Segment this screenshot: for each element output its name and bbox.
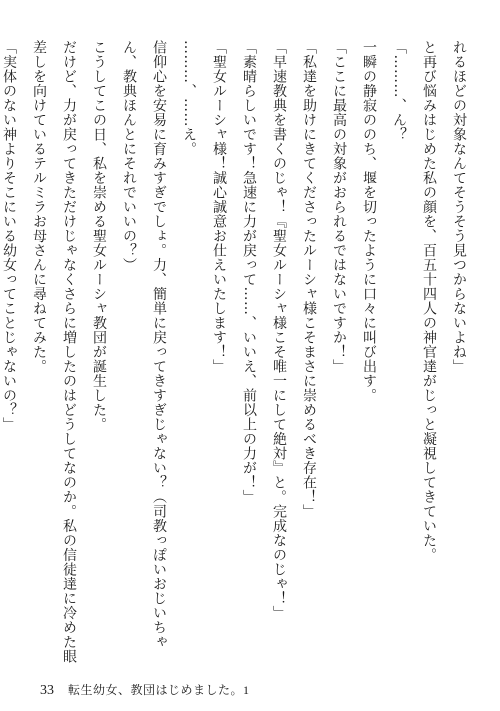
text-line-11: 信仰心を安易に育みすぎでしょ。力、簡単に戻ってきすぎじゃない？（司教っぽいおじいちゃ (151, 40, 167, 649)
page-number: 33 (40, 683, 54, 698)
text-line-1: れるほどの対象なんてそうそう見つからないよね」 (451, 40, 467, 374)
text-line-12: ん、教典ほんとにそれでいいの？） (121, 40, 137, 272)
text-line-7: 「早速教典を書くのじゃ！『聖女ルーシャ様こそ唯一にして絶対』と。完成なのじゃ！」 (271, 40, 287, 620)
text-line-5: 「ここに最高の対象がおられるではないですか！」 (331, 40, 347, 374)
vertical-body-text (1, 40, 474, 664)
text-line-16: 「実体のない神よりそこにいる幼女ってことじゃないの？」 (1, 40, 17, 432)
text-line-6: 「私達を助けにきてくださったルーシャ様こそまさに崇めるべき存在！」 (301, 40, 317, 519)
text-line-3: 「………、ん？ (391, 40, 407, 142)
text-line-13: こうしてこの日、私を崇める聖女ルーシャ教団が誕生した。 (91, 40, 107, 432)
text-line-15: 差しを向けているテルミラお母さんに尋ねてみた。 (31, 40, 47, 374)
page-footer (40, 681, 250, 699)
running-book-title: 転生幼女、教団はじめました。1 (68, 683, 250, 697)
text-line-9: 「聖女ルーシャ様！誠心誠意お仕えいたします！」 (211, 40, 227, 374)
text-line-10: ………、……え。 (181, 40, 197, 156)
text-line-8: 「素晴らしいです！急速に力が戻って……、いいえ、前以上の力が！」 (241, 40, 257, 504)
text-line-2: と再び悩みはじめた私の顔を、百五十四人の神官達がじっと凝視してきていた。 (421, 40, 437, 562)
text-line-14: だけど、力が戻ってきただけじゃなくさらに増したのはどうしてなのか。私の信徒達に冷めた眼 (61, 40, 77, 664)
text-line-4: 一瞬の静寂ののち、堰を切ったように口々に叫び出す。 (361, 40, 377, 403)
